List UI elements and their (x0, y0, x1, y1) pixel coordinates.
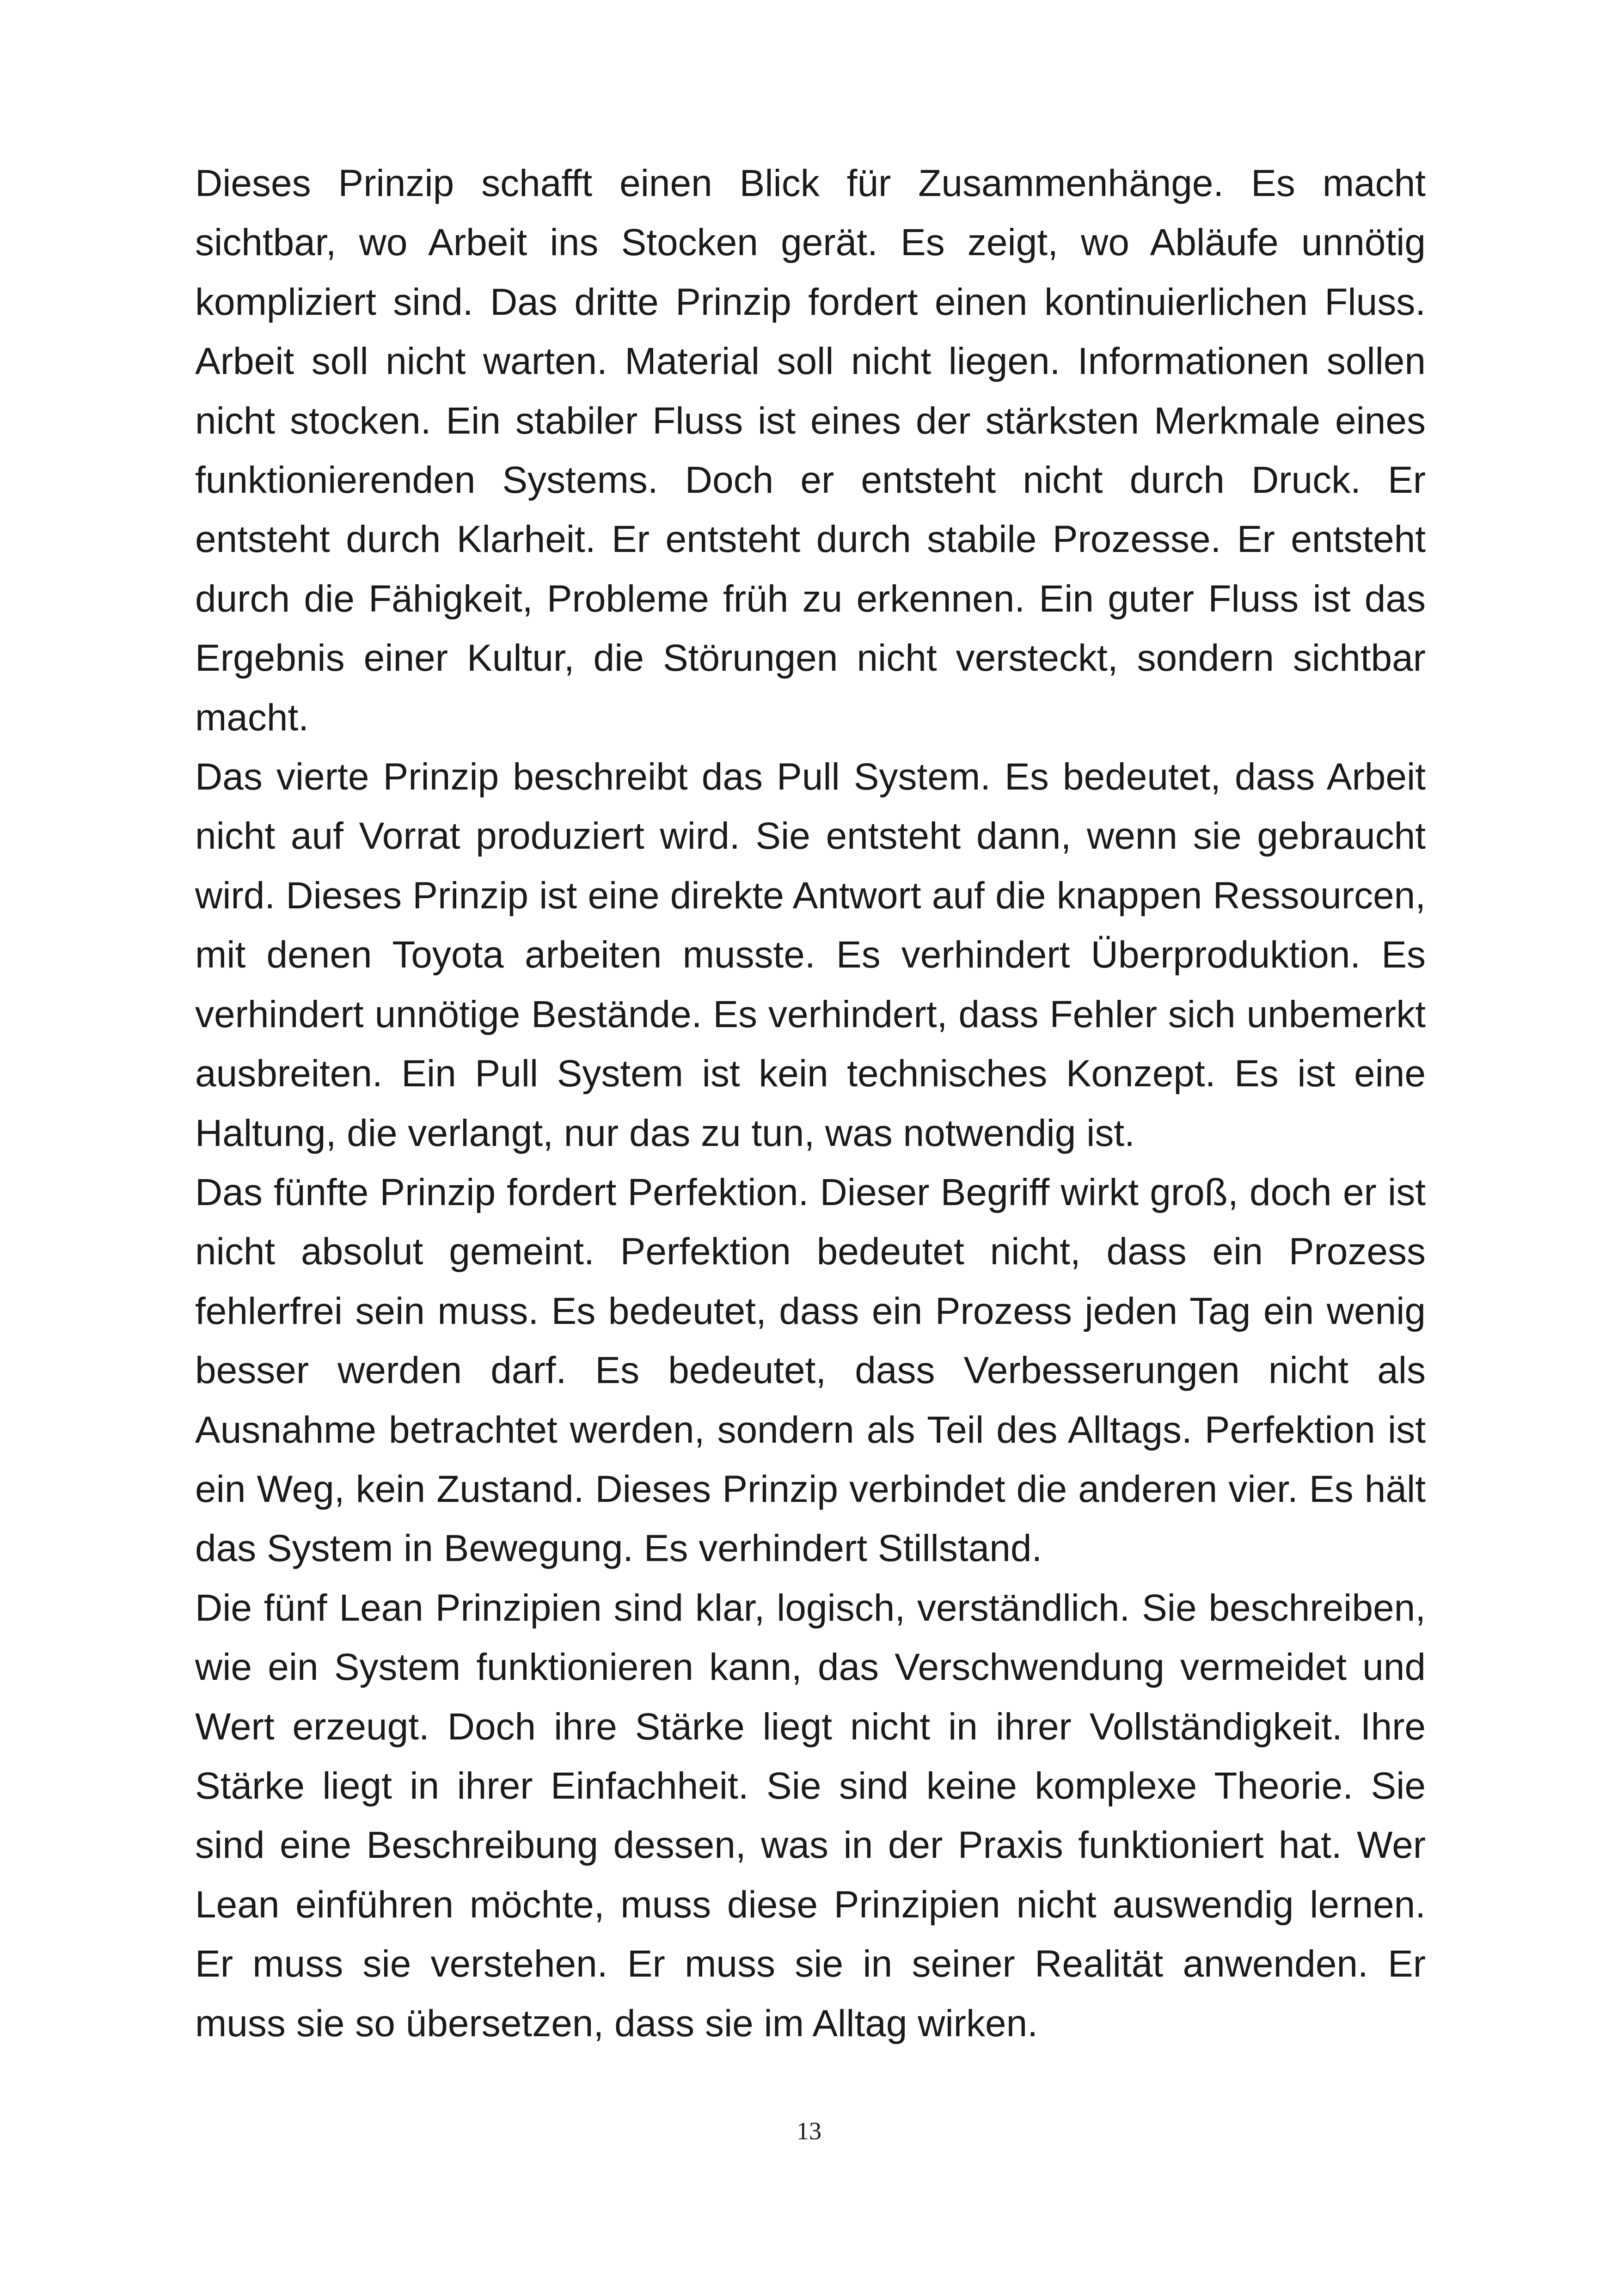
paragraph-flow: Dieses Prinzip schafft einen Blick für Zusammenhänge. Es macht sichtbar, wo Arbeit ins Stocken gerät. Es zeigt, wo Abläufe unnötig kompliziert sind. Das dritte Prinzip fordert einen kontinuierlichen Fluss. Arbeit soll nicht warten. Material soll nicht liegen. Informationen sollen nicht stocken. Ein stabiler Fluss ist eines der stärksten Merkmale eines funktionierenden Systems. Doch er entsteht nicht durch Druck. Er entsteht durch Klarheit. Er entsteht durch stabile Prozesse. Er entsteht durch die Fähigkeit, Probleme früh zu erkennen. Ein guter Fluss ist das Ergebnis einer Kultur, die Störungen nicht versteckt, sondern sichtbar macht. (195, 162, 1426, 739)
paragraph-pull-system: Das vierte Prinzip beschreibt das Pull System. Es bedeutet, dass Arbeit nicht auf Vorrat produziert wird. Sie entsteht dann, wenn sie gebraucht wird. Dieses Prinzip ist eine direkte Antwort auf die knappen Ressourcen, mit denen Toyota arbeiten musste. Es verhindert Überproduktion. Es verhindert unnötige Bestände. Es verhindert, dass Fehler sich unbemerkt ausbreiten. Ein Pull System ist kein technisches Konzept. Es ist eine Haltung, die verlangt, nur das zu tun, was notwendig ist. (195, 756, 1426, 1154)
page-number: 13 (797, 2117, 821, 2145)
paragraph-perfection: Das fünfte Prinzip fordert Perfektion. Dieser Begriff wirkt groß, doch er ist nicht absolut gemeint. Perfektion bedeutet nicht, dass ein Prozess fehlerfrei sein muss. Es bedeutet, dass ein Prozess jeden Tag ein wenig besser werden darf. Es bedeutet, dass Verbesserungen nicht als Ausnahme betrachtet werden, sondern als Teil des Alltags. Perfektion ist ein Weg, kein Zustand. Dieses Prinzip verbindet die anderen vier. Es hält das System in Bewegung. Es verhindert Stillstand. (195, 1171, 1426, 1570)
body-text (195, 154, 1426, 2053)
paragraph-summary: Die fünf Lean Prinzipien sind klar, logisch, verständlich. Sie beschreiben, wie ein System funktionieren kann, das Verschwendung vermeidet und Wert erzeugt. Doch ihre Stärke liegt nicht in ihrer Vollständigkeit. Ihre Stärke liegt in ihrer Einfachheit. Sie sind keine komplexe Theorie. Sie sind eine Beschreibung dessen, was in der Praxis funktioniert hat. Wer Lean einführen möchte, muss diese Prinzipien nicht auswendig lernen. Er muss sie verstehen. Er muss sie in seiner Realität anwenden. Er muss sie so übersetzen, dass sie im Alltag wirken. (195, 1586, 1426, 2045)
